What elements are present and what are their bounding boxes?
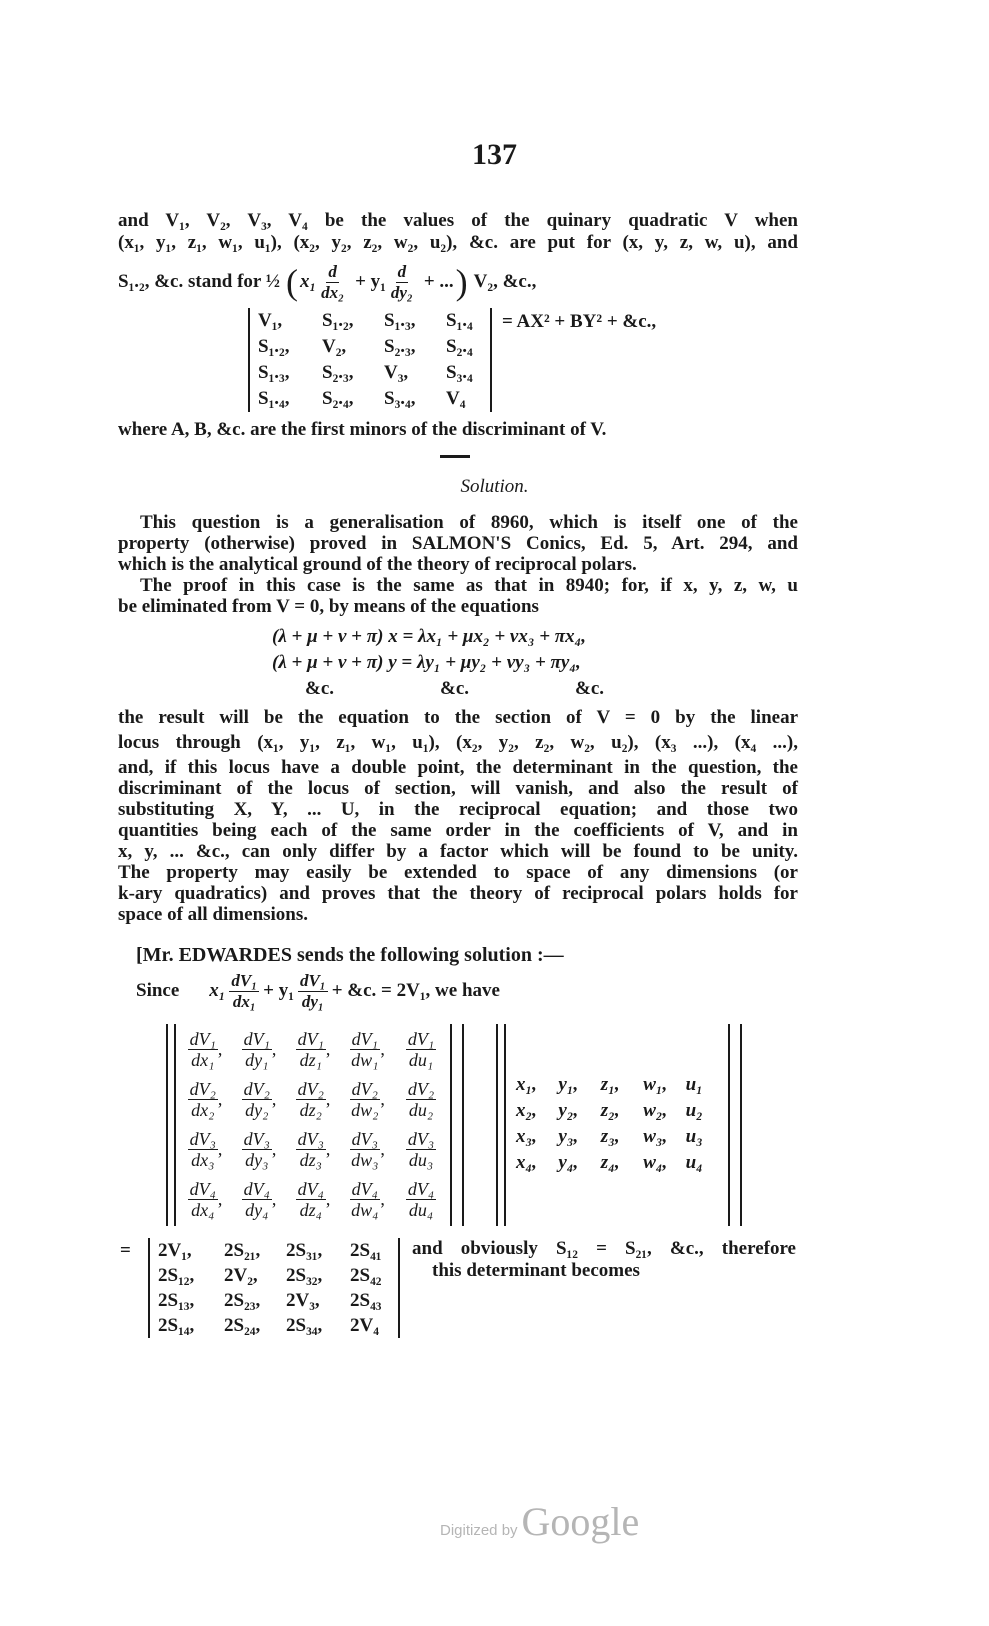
- fraction-denominator: dz₂: [299, 1099, 322, 1120]
- determinant-entry: S₁.₃,: [258, 362, 290, 383]
- fraction-numerator: dV₁: [351, 1028, 378, 1049]
- paragraph-line: x, y, ... &c., can only differ by a factor which will be found to be unity.: [118, 841, 798, 862]
- coordinate-entry: z₃,: [600, 1126, 620, 1147]
- fraction-denominator: dx₁: [191, 1049, 215, 1070]
- google-logo: Google: [521, 1499, 640, 1544]
- determinant-entry: V₂,: [322, 336, 347, 357]
- derivative-entry: [340, 1074, 394, 1124]
- paragraph-line: k-ary quadratics) and proves that the theory of reciprocal polars holds for: [118, 883, 798, 904]
- paragraph-line: property (otherwise) proved in SALMON'S Conics, Ed. 5, Art. 294, and: [118, 533, 798, 554]
- result-entry: 2S₃₂,: [286, 1265, 323, 1286]
- fraction-denominator: du₂: [408, 1099, 434, 1120]
- fraction-numerator: dV₃: [189, 1128, 216, 1149]
- determinant-entry: S₁.₂,: [258, 336, 290, 357]
- obviously-note: [412, 1238, 796, 1282]
- equals-sign: =: [120, 1240, 131, 1261]
- coordinate-entry: y₂,: [558, 1100, 579, 1121]
- fraction-numerator: d: [328, 261, 337, 281]
- comma-separator: ,: [271, 1188, 277, 1209]
- comma-separator: ,: [380, 1038, 385, 1059]
- coordinate-entry: x₃,: [516, 1126, 537, 1147]
- x1-symbol: x₁: [209, 980, 226, 1001]
- spacer: [686, 1024, 728, 1072]
- fraction-numerator: dV₁: [189, 1028, 216, 1049]
- page-number: 137: [472, 138, 517, 171]
- partial-derivative-fraction: [406, 1129, 436, 1170]
- partial-derivative-fraction: [296, 1029, 326, 1070]
- derivative-entry: [286, 1024, 340, 1074]
- determinant-entry: S₃.₄,: [384, 388, 416, 409]
- comma-separator: ,: [271, 1138, 277, 1159]
- fraction-denominator: du₁: [408, 1049, 434, 1070]
- fraction-numerator: dV₂: [297, 1078, 324, 1099]
- fraction-numerator: dV₄: [243, 1178, 270, 1199]
- partial-derivative-fraction: [349, 1179, 380, 1220]
- derivative-entry: [178, 1024, 232, 1074]
- determinant-entry: V₄: [446, 388, 466, 409]
- derivative-entry: [394, 1124, 448, 1174]
- v2-etc-text: V₂, &c.,: [473, 271, 537, 292]
- fraction-numerator: d: [397, 261, 407, 281]
- paragraph-line: which is the analytical ground of the theory of reciprocal polars.: [118, 554, 637, 575]
- determinant-entry: S₂.₄: [446, 336, 473, 357]
- determinant-entry: V₁,: [258, 310, 283, 331]
- coordinate-entry: x₄,: [516, 1152, 537, 1173]
- result-entry: 2S₄₃: [350, 1290, 382, 1311]
- fraction-denominator: du₄: [408, 1199, 434, 1220]
- fraction-numerator: dV₁: [297, 1028, 324, 1049]
- paragraph-line: space of all dimensions.: [118, 904, 309, 925]
- determinant-entry: S₁.₄: [446, 310, 473, 331]
- result-entry: 2V₃,: [286, 1290, 320, 1311]
- partial-derivative-fraction: [188, 1029, 218, 1070]
- fraction-numerator: dV₃: [351, 1128, 378, 1149]
- discriminant-determinant: [248, 308, 492, 412]
- coordinate-entry: x₁,: [516, 1074, 537, 1095]
- derivative-entry: [178, 1174, 232, 1224]
- where-line: where A, B, &c. are the first minors of the discriminant of V.: [118, 419, 607, 440]
- fraction-denominator: dy₁: [245, 1049, 269, 1070]
- derivative-entry: [286, 1124, 340, 1174]
- edwardes-line: [Mr. EDWARDES sends the following solution :—: [136, 944, 564, 966]
- intro-line-2: [118, 232, 798, 254]
- partial-derivative-fraction: [242, 1179, 272, 1220]
- solution-heading: Solution.: [460, 476, 529, 497]
- comma-separator: ,: [217, 1188, 223, 1209]
- comma-separator: ,: [271, 1038, 277, 1059]
- note-line-2: this determinant becomes: [432, 1260, 640, 1281]
- fraction-denominator: dw₂: [351, 1099, 379, 1120]
- since-word: Since: [136, 980, 180, 1001]
- comma-separator: ,: [325, 1038, 331, 1059]
- derivative-entry: [340, 1124, 394, 1174]
- derivative-entry: [394, 1174, 448, 1224]
- paragraph-line: and, if this locus have a double point, the determinant in the question, the: [118, 757, 798, 778]
- partial-derivative-fraction: [349, 1129, 380, 1170]
- since-rest-text: + &c. = 2V₁, we have: [331, 980, 500, 1001]
- fraction-denominator: dy₃: [245, 1149, 269, 1170]
- result-entry: 2S₃₄,: [286, 1315, 323, 1336]
- fraction-numerator: dV₄: [407, 1178, 435, 1199]
- fraction-numerator: dV₁: [231, 970, 258, 990]
- comma-separator: ,: [217, 1038, 223, 1059]
- result-entry: 2S₄₁: [350, 1240, 382, 1261]
- coordinate-entry: w₁,: [643, 1074, 668, 1095]
- fraction-denominator: dw₃: [351, 1149, 379, 1170]
- plus-y1-text: + y₁: [355, 271, 386, 292]
- equation-1: (λ + μ + ν + π) x = λx₁ + μx₂ + νx₃ + πx₄,: [272, 626, 587, 647]
- dv1-dy1-fraction: [298, 971, 328, 1012]
- comma-separator: ,: [271, 1088, 277, 1109]
- derivative-entry: [178, 1124, 232, 1174]
- coordinate-entry: z₂,: [600, 1100, 620, 1121]
- paragraph-line: The proof in this case is the same as that in 8940; for, if x, y, z, w, u: [140, 575, 798, 596]
- fraction-denominator: dx₁: [232, 991, 256, 1011]
- result-entry: 2S₂₁,: [224, 1240, 261, 1261]
- fraction-denominator: dz₁: [299, 1049, 322, 1070]
- fraction-denominator: dw₁: [351, 1049, 379, 1070]
- partial-derivative-fraction: [188, 1079, 218, 1120]
- partial-derivative-fraction: [242, 1029, 272, 1070]
- partial-derivative-fraction: [296, 1129, 326, 1170]
- fraction-numerator: dV₃: [297, 1128, 324, 1149]
- fraction-numerator: dV₁: [243, 1028, 270, 1049]
- fraction-denominator: du₃: [408, 1149, 434, 1170]
- derivative-determinant: [174, 1024, 452, 1226]
- partial-derivative-fraction: [296, 1179, 326, 1220]
- paragraph-line: the result will be the equation to the section of V = 0 by the linear: [118, 707, 798, 728]
- spacer: [601, 1024, 643, 1072]
- comma-separator: ,: [217, 1088, 223, 1109]
- etc-3: &c.: [575, 678, 605, 699]
- partial-derivative-fraction: [406, 1029, 436, 1070]
- fraction-denominator: dz₃: [299, 1149, 322, 1170]
- coordinate-entry: u₄: [685, 1152, 703, 1173]
- partial-derivative-fraction: [242, 1079, 272, 1120]
- result-determinant: [148, 1238, 400, 1338]
- plus-y1-text: + y₁: [263, 980, 294, 1001]
- dv1-dx1-fraction: [229, 971, 259, 1012]
- spacer: [558, 1024, 600, 1072]
- result-entry: 2V₄: [350, 1315, 379, 1336]
- intro-line-2-text: (x₁, y₁, z₁, w₁, u₁), (x₂, y₂, z₂, w₂, u₂), &c. are put for (x, y, z, w, u), and: [118, 232, 798, 253]
- ellipsis-text: + ...: [423, 271, 454, 292]
- comma-separator: ,: [380, 1088, 385, 1109]
- determinant-entry: S₂.₃,: [322, 362, 354, 383]
- coordinate-entry: z₄,: [600, 1152, 620, 1173]
- fraction-denominator: dx₃: [191, 1149, 215, 1170]
- note-line-1: and obviously S₁₂ = S₂₁, &c., therefore: [412, 1238, 796, 1259]
- partial-derivative-fraction: [349, 1079, 380, 1120]
- coordinate-entry: u₃: [685, 1126, 703, 1147]
- paragraph-2: [118, 575, 798, 617]
- fraction-numerator: dV₃: [407, 1128, 435, 1149]
- paragraph-line: The property may easily be extended to space of any dimensions (or: [118, 862, 798, 883]
- intro-line-3: [118, 262, 798, 302]
- result-entry: 2S₁₂,: [158, 1265, 195, 1286]
- result-entry: 2S₁₄,: [158, 1315, 195, 1336]
- fraction-numerator: dV₃: [243, 1128, 270, 1149]
- result-entry: 2V₁,: [158, 1240, 192, 1261]
- d-dx2-fraction: [319, 262, 346, 303]
- paragraph-line: locus through (x₁, y₁, z₁, w₁, u₁), (x₂, y₂, z₂, w₂, u₂), (x₃ ...), (x₄ ...),: [118, 732, 798, 753]
- fraction-denominator: dx₄: [191, 1199, 215, 1220]
- determinant-entry: S₂.₃,: [384, 336, 416, 357]
- coordinate-entry: z₁,: [600, 1074, 620, 1095]
- fraction-denominator: dy₁: [301, 991, 324, 1011]
- derivative-entry: [286, 1074, 340, 1124]
- section-divider: [440, 455, 470, 458]
- coordinate-entry: w₂,: [643, 1100, 668, 1121]
- fraction-numerator: dV₂: [189, 1078, 216, 1099]
- paragraph-line: be eliminated from V = 0, by means of the equations: [118, 596, 539, 617]
- derivative-entry: [394, 1024, 448, 1074]
- coordinate-entry: y₄,: [558, 1152, 579, 1173]
- paragraph-line: This question is a generalisation of 8960, which is itself one of the: [140, 512, 798, 533]
- fraction-numerator: dV₁: [299, 970, 326, 990]
- etc-1: &c.: [305, 678, 335, 699]
- coordinate-determinant: [504, 1024, 730, 1226]
- determinant-entry: S₁.₂,: [322, 310, 354, 331]
- since-line: [136, 966, 816, 1016]
- fraction-denominator: dx₂: [321, 282, 345, 302]
- fraction-numerator: dV₁: [407, 1028, 435, 1049]
- fraction-numerator: dV₄: [189, 1178, 216, 1199]
- result-entry: 2S₂₄,: [224, 1315, 261, 1336]
- fraction-denominator: dw₄: [351, 1199, 379, 1220]
- partial-derivative-fraction: [242, 1129, 272, 1170]
- spacer: [516, 1024, 558, 1072]
- fraction-denominator: dy₂: [390, 282, 413, 302]
- d-dy2-fraction: [389, 262, 415, 303]
- derivative-entry: [178, 1074, 232, 1124]
- digitized-by-google-watermark: [440, 1498, 639, 1545]
- stand-for-text: S₁.₂, &c. stand for ½: [118, 271, 280, 292]
- derivative-entry: [286, 1174, 340, 1224]
- determinant-entry: S₁.₃,: [384, 310, 416, 331]
- intro-line-1: [118, 210, 798, 232]
- derivative-entry: [232, 1124, 286, 1174]
- partial-derivative-fraction: [188, 1179, 218, 1220]
- watermark-small-text: Digitized by: [440, 1522, 518, 1539]
- result-entry: 2S₃₁,: [286, 1240, 323, 1261]
- result-entry: 2S₄₂: [350, 1265, 382, 1286]
- determinant-entry: V₃,: [384, 362, 409, 383]
- derivative-entry: [232, 1024, 286, 1074]
- result-entry: 2S₂₃,: [224, 1290, 261, 1311]
- determinant-entry: S₁.₄,: [258, 388, 290, 409]
- etc-2: &c.: [440, 678, 470, 699]
- paragraph-3: [118, 707, 798, 925]
- fraction-denominator: dy₄: [245, 1199, 269, 1220]
- comma-separator: ,: [325, 1088, 331, 1109]
- fraction-denominator: dz₄: [299, 1199, 322, 1220]
- right-paren: ): [455, 262, 468, 302]
- partial-derivative-fraction: [296, 1079, 326, 1120]
- derivative-entry: [394, 1074, 448, 1124]
- derivative-entry: [340, 1174, 394, 1224]
- partial-derivative-fraction: [406, 1079, 436, 1120]
- fraction-denominator: dy₂: [245, 1099, 269, 1120]
- comma-separator: ,: [380, 1188, 385, 1209]
- comma-separator: ,: [217, 1138, 223, 1159]
- fraction-numerator: dV₄: [351, 1178, 378, 1199]
- determinant-entry: S₃.₄: [446, 362, 473, 383]
- x1-symbol: x₁: [300, 271, 317, 292]
- intro-line-1-text: and V₁, V₂, V₃, V₄ be the values of the quinary quadratic V when: [118, 210, 798, 231]
- determinant-entry: S₂.₄,: [322, 388, 354, 409]
- comma-separator: ,: [380, 1138, 385, 1159]
- left-paren: (: [286, 262, 298, 302]
- paragraph-1: [118, 512, 798, 575]
- coordinate-entry: w₃,: [643, 1126, 668, 1147]
- coordinate-entry: u₁: [685, 1074, 703, 1095]
- spacer: [643, 1024, 685, 1072]
- result-entry: 2S₁₃,: [158, 1290, 195, 1311]
- partial-derivative-fraction: [349, 1029, 380, 1070]
- fraction-numerator: dV₂: [407, 1078, 435, 1099]
- partial-derivative-fraction: [188, 1129, 218, 1170]
- coordinate-entry: u₂: [685, 1100, 703, 1121]
- equation-2: (λ + μ + ν + π) y = λy₁ + μy₂ + νy₃ + πy₄,: [272, 652, 581, 673]
- comma-separator: ,: [325, 1188, 331, 1209]
- fraction-numerator: dV₂: [243, 1078, 270, 1099]
- coordinate-entry: w₄,: [643, 1152, 668, 1173]
- coordinate-entry: x₂,: [516, 1100, 537, 1121]
- partial-derivative-fraction: [406, 1179, 436, 1220]
- determinant-rhs: = AX² + BY² + &c.,: [502, 311, 657, 332]
- coordinate-entry: y₁,: [558, 1074, 579, 1095]
- derivative-entry: [340, 1024, 394, 1074]
- result-entry: 2V₂,: [224, 1265, 258, 1286]
- fraction-numerator: dV₄: [297, 1178, 324, 1199]
- derivative-entry: [232, 1074, 286, 1124]
- derivative-entry: [232, 1174, 286, 1224]
- coordinate-entry: y₃,: [558, 1126, 579, 1147]
- paragraph-line: substituting X, Y, ... U, in the reciprocal equation; and those two: [118, 799, 798, 820]
- paragraph-line: quantities being each of the same order in the coefficients of V, and in: [118, 820, 798, 841]
- paragraph-line: discriminant of the locus of section, will vanish, and also the result of: [118, 778, 798, 799]
- fraction-denominator: dx₂: [191, 1099, 215, 1120]
- comma-separator: ,: [325, 1138, 331, 1159]
- fraction-numerator: dV₂: [351, 1078, 378, 1099]
